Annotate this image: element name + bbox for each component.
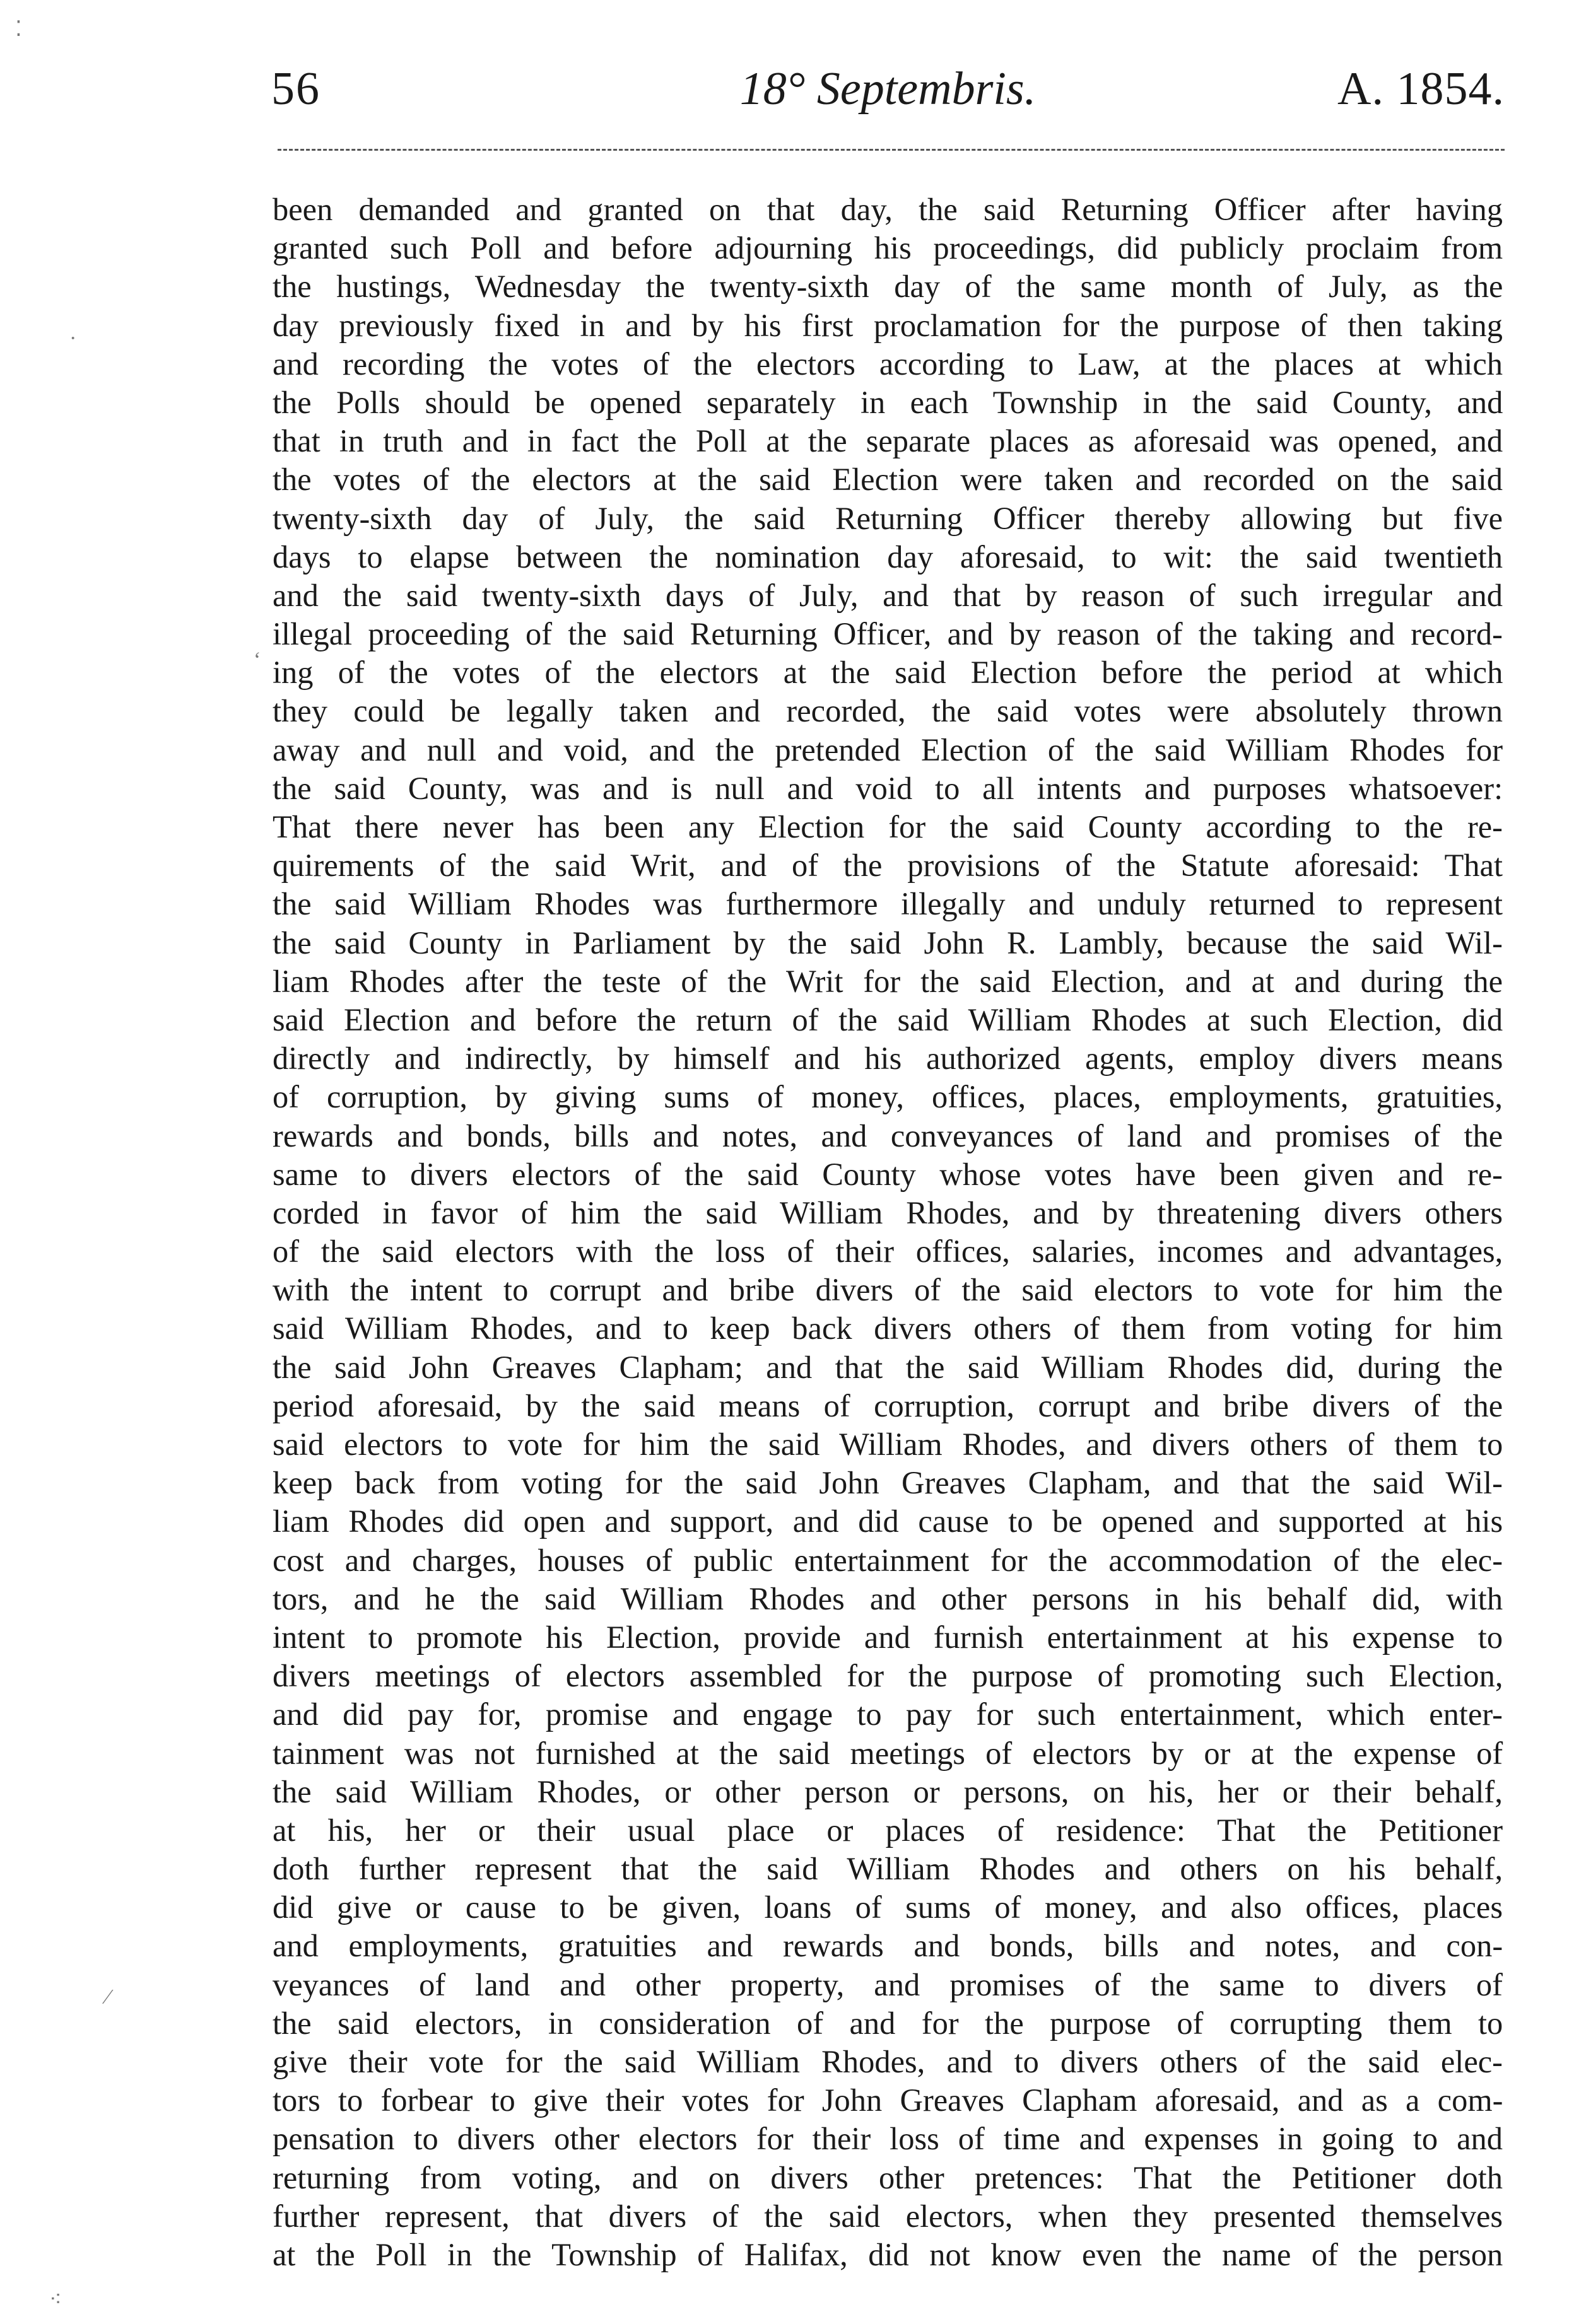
text-line: the Polls should be opened separately in each Township in the said County, and [273, 384, 1503, 420]
text-line: days to elapse between the nomination day aforesaid, to wit: the said twentieth [273, 539, 1503, 575]
margin-mark: ⁖ [49, 2288, 62, 2311]
body-text [273, 190, 1503, 2274]
text-line: directly and indirectly, by himself and his authorized agents, employ divers means [273, 1041, 1503, 1077]
margin-mark: ‘ [254, 648, 261, 672]
text-line: doth further represent that the said William Rhodes and others on his behalf, [273, 1851, 1503, 1887]
text-line: the said electors, in consideration of and for the purpose of corrupting them to [273, 2005, 1503, 2041]
margin-mark: ⁄ [106, 1985, 110, 2009]
text-line: tainment was not furnished at the said meetings of electors by or at the expense of [273, 1735, 1503, 1771]
text-line: the hustings, Wednesday the twenty-sixth day of the same month of July, as the [273, 269, 1503, 305]
text-line: liam Rhodes after the teste of the Writ for the said Election, and at and during the [273, 963, 1503, 999]
text-line: the votes of the electors at the said Election were taken and recorded on the said [273, 462, 1503, 498]
margin-mark: · [69, 327, 77, 350]
margin-mark: ⁚ [15, 18, 22, 41]
text-line: illegal proceeding of the said Returning Officer, and by reason of the taking and record- [273, 616, 1503, 652]
text-line: granted such Poll and before adjourning his proceedings, did publicly proclaim from [273, 230, 1503, 266]
text-line: twenty-sixth day of July, the said Returning Officer thereby allowing but five [273, 500, 1503, 536]
text-line: that in truth and in fact the Poll at the separate places as aforesaid was opened, and [273, 423, 1503, 459]
text-line: away and null and void, and the pretended Election of the said William Rhodes for [273, 732, 1503, 768]
text-line: keep back from voting for the said John Greaves Clapham, and that the said Wil- [273, 1465, 1503, 1501]
text-line: said William Rhodes, and to keep back divers others of them from voting for him [273, 1311, 1503, 1346]
year-label: A. 1854. [1337, 63, 1505, 115]
text-line: with the intent to corrupt and bribe divers of the said electors to vote for him the [273, 1272, 1503, 1308]
text-line: the said County, was and is null and void to all intents and purposes whatsoever: [273, 770, 1503, 806]
text-line: did give or cause to be given, loans of sums of money, and also offices, places [273, 1889, 1503, 1925]
text-line: returning from voting, and on divers other pretences: That the Petitioner doth [273, 2159, 1503, 2195]
text-line: of corruption, by giving sums of money, offices, places, employments, gratuities, [273, 1079, 1503, 1115]
text-line: pensation to divers other electors for their loss of time and expenses in going to and [273, 2121, 1503, 2157]
text-line: tors to forbear to give their votes for John Greaves Clapham aforesaid, and as a com- [273, 2082, 1503, 2118]
text-line: said electors to vote for him the said William Rhodes, and divers others of them to [273, 1427, 1503, 1462]
text-line: further represent, that divers of the said electors, when they presented themselves [273, 2198, 1503, 2234]
text-line: quirements of the said Writ, and of the provisions of the Statute aforesaid: That [273, 848, 1503, 884]
text-line: day previously fixed in and by his first proclamation for the purpose of then taking [273, 307, 1503, 343]
text-line: at the Poll in the Township of Halifax, did not know even the name of the person [273, 2236, 1503, 2272]
page-header [271, 61, 1505, 117]
text-line: tors, and he the said William Rhodes and other persons in his behalf did, with [273, 1580, 1503, 1616]
text-line: corded in favor of him the said William Rhodes, and by threatening divers others [273, 1194, 1503, 1230]
text-line: the said John Greaves Clapham; and that the said William Rhodes did, during the [273, 1349, 1503, 1385]
text-line: the said William Rhodes was furthermore illegally and unduly returned to represent [273, 886, 1503, 922]
header-divider [278, 149, 1505, 151]
text-line: period aforesaid, by the said means of corruption, corrupt and bribe divers of the [273, 1387, 1503, 1423]
text-line: and recording the votes of the electors according to Law, at the places at which [273, 346, 1503, 382]
text-line: of the said electors with the loss of their offices, salaries, incomes and advantages, [273, 1234, 1503, 1270]
text-line: cost and charges, houses of public entertainment for the accommodation of the elec- [273, 1542, 1503, 1578]
text-line: rewards and bonds, bills and notes, and conveyances of land and promises of the [273, 1118, 1503, 1153]
text-line: they could be legally taken and recorded, the said votes were absolutely thrown [273, 693, 1503, 729]
text-line: ing of the votes of the electors at the said Election before the period at which [273, 655, 1503, 691]
date-title: 18° Septembris. [739, 63, 1037, 115]
text-line: liam Rhodes did open and support, and did cause to be opened and supported at his [273, 1504, 1503, 1539]
text-line: and did pay for, promise and engage to pay for such entertainment, which enter- [273, 1696, 1503, 1732]
text-line: been demanded and granted on that day, the said Returning Officer after having [273, 192, 1503, 227]
text-line: intent to promote his Election, provide and furnish entertainment at his expense to [273, 1619, 1503, 1655]
text-line: give their vote for the said William Rhodes, and to divers others of the said elec- [273, 2044, 1503, 2079]
text-line: the said County in Parliament by the said John R. Lambly, because the said Wil- [273, 925, 1503, 961]
text-line: and employments, gratuities and rewards and bonds, bills and notes, and con- [273, 1928, 1503, 1964]
text-line: veyances of land and other property, and promises of the same to divers of [273, 1966, 1503, 2002]
text-line: the said William Rhodes, or other person or persons, on his, her or their behalf, [273, 1773, 1503, 1809]
text-line: and the said twenty-sixth days of July, and that by reason of such irregular and [273, 577, 1503, 613]
text-line: same to divers electors of the said County whose votes have been given and re- [273, 1156, 1503, 1192]
text-line: at his, her or their usual place or places of residence: That the Petitioner [273, 1812, 1503, 1848]
text-line: said Election and before the return of the said William Rhodes at such Election, did [273, 1001, 1503, 1037]
text-line: divers meetings of electors assembled for the purpose of promoting such Election, [273, 1658, 1503, 1694]
text-line: That there never has been any Election for the said County according to the re- [273, 809, 1503, 844]
page-number: 56 [271, 63, 320, 115]
